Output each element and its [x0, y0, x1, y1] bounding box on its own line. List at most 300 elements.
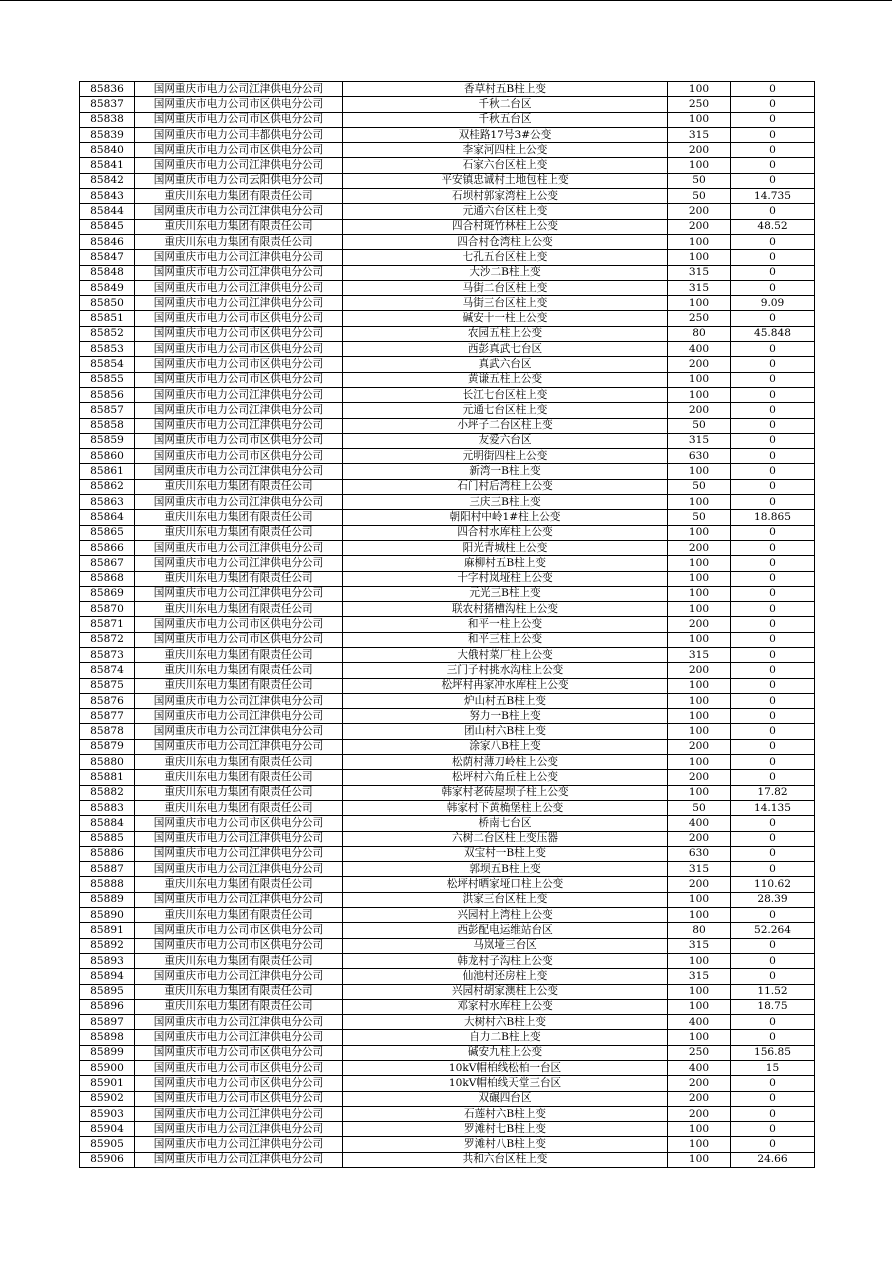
table-row	[80, 617, 815, 632]
cell-row-id: 85874	[80, 663, 135, 678]
cell-capacity: 100	[668, 82, 731, 97]
cell-company: 重庆川东电力集团有限责任公司	[135, 953, 343, 968]
cell-capacity: 50	[668, 800, 731, 815]
cell-company: 国网重庆市电力公司江津供电分公司	[135, 969, 343, 984]
cell-capacity: 100	[668, 984, 731, 999]
cell-capacity: 100	[668, 556, 731, 571]
cell-company: 国网重庆市电力公司江津供电分公司	[135, 846, 343, 861]
cell-row-id: 85858	[80, 418, 135, 433]
cell-station-name: 碱安十一柱上公变	[343, 311, 668, 326]
cell-station-name: 香草村五B柱上变	[343, 82, 668, 97]
cell-company: 国网重庆市电力公司江津供电分公司	[135, 265, 343, 280]
cell-company: 重庆川东电力集团有限责任公司	[135, 234, 343, 249]
table-row	[80, 831, 815, 846]
cell-row-id: 85860	[80, 449, 135, 464]
cell-station-name: 仙池村还房柱上变	[343, 969, 668, 984]
cell-row-id: 85881	[80, 770, 135, 785]
cell-row-id: 85877	[80, 709, 135, 724]
cell-row-id: 85876	[80, 693, 135, 708]
cell-value: 0	[731, 540, 815, 555]
cell-station-name: 马街二台区柱上变	[343, 280, 668, 295]
cell-company: 国网重庆市电力公司市区供电分公司	[135, 112, 343, 127]
table-row	[80, 800, 815, 815]
cell-company: 重庆川东电力集团有限责任公司	[135, 479, 343, 494]
cell-capacity: 400	[668, 342, 731, 357]
cell-row-id: 85838	[80, 112, 135, 127]
cell-company: 国网重庆市电力公司江津供电分公司	[135, 693, 343, 708]
cell-capacity: 200	[668, 540, 731, 555]
cell-value: 14.735	[731, 189, 815, 204]
cell-row-id: 85904	[80, 1122, 135, 1137]
cell-capacity: 315	[668, 280, 731, 295]
cell-station-name: 元光三B柱上变	[343, 586, 668, 601]
cell-row-id: 85840	[80, 143, 135, 158]
transformer-table	[79, 81, 815, 1168]
cell-capacity: 200	[668, 1076, 731, 1091]
cell-row-id: 85847	[80, 250, 135, 265]
page-top-rule	[0, 0, 892, 1]
cell-row-id: 85871	[80, 617, 135, 632]
cell-value: 0	[731, 1091, 815, 1106]
cell-value: 0	[731, 739, 815, 754]
cell-company: 国网重庆市电力公司市区供电分公司	[135, 97, 343, 112]
cell-company: 国网重庆市电力公司江津供电分公司	[135, 418, 343, 433]
cell-value: 0	[731, 862, 815, 877]
cell-company: 国网重庆市电力公司江津供电分公司	[135, 1152, 343, 1167]
cell-station-name: 和平一柱上公变	[343, 617, 668, 632]
cell-row-id: 85897	[80, 1015, 135, 1030]
cell-company: 国网重庆市电力公司江津供电分公司	[135, 1015, 343, 1030]
cell-value: 0	[731, 908, 815, 923]
cell-row-id: 85870	[80, 602, 135, 617]
cell-value: 0	[731, 663, 815, 678]
cell-value: 0	[731, 82, 815, 97]
cell-station-name: 七孔五台区柱上变	[343, 250, 668, 265]
table-row	[80, 908, 815, 923]
cell-company: 国网重庆市电力公司江津供电分公司	[135, 1122, 343, 1137]
cell-capacity: 50	[668, 418, 731, 433]
cell-station-name: 郭坝五B柱上变	[343, 862, 668, 877]
cell-station-name: 努力一B柱上变	[343, 709, 668, 724]
cell-row-id: 85896	[80, 999, 135, 1014]
table-row	[80, 219, 815, 234]
cell-company: 国网重庆市电力公司江津供电分公司	[135, 586, 343, 601]
cell-row-id: 85899	[80, 1045, 135, 1060]
cell-value: 0	[731, 1030, 815, 1045]
cell-capacity: 100	[668, 158, 731, 173]
cell-station-name: 邓家村水库柱上公变	[343, 999, 668, 1014]
cell-capacity: 100	[668, 586, 731, 601]
cell-station-name: 三庆三B柱上变	[343, 495, 668, 510]
cell-row-id: 85841	[80, 158, 135, 173]
cell-station-name: 罗滩村七B柱上变	[343, 1122, 668, 1137]
cell-capacity: 200	[668, 617, 731, 632]
cell-row-id: 85885	[80, 831, 135, 846]
cell-company: 重庆川东电力集团有限责任公司	[135, 984, 343, 999]
cell-capacity: 630	[668, 846, 731, 861]
cell-capacity: 100	[668, 755, 731, 770]
cell-station-name: 元通六台区柱上变	[343, 204, 668, 219]
table-row	[80, 755, 815, 770]
cell-capacity: 315	[668, 862, 731, 877]
cell-station-name: 石门村后湾柱上公变	[343, 479, 668, 494]
table-row	[80, 1106, 815, 1121]
cell-capacity: 630	[668, 449, 731, 464]
table-row	[80, 969, 815, 984]
cell-capacity: 50	[668, 479, 731, 494]
cell-station-name: 双桂路17号3#公变	[343, 127, 668, 142]
cell-station-name: 10kV帽柏线松柏一台区	[343, 1061, 668, 1076]
table-row	[80, 525, 815, 540]
cell-company: 国网重庆市电力公司江津供电分公司	[135, 250, 343, 265]
cell-capacity: 100	[668, 999, 731, 1014]
cell-station-name: 韩家村老砖屋坝子柱上公变	[343, 785, 668, 800]
cell-capacity: 80	[668, 923, 731, 938]
cell-value: 14.135	[731, 800, 815, 815]
table-row	[80, 326, 815, 341]
table-row	[80, 938, 815, 953]
cell-value: 0	[731, 831, 815, 846]
cell-capacity: 200	[668, 204, 731, 219]
cell-station-name: 麻柳村五B柱上变	[343, 556, 668, 571]
table-row	[80, 1045, 815, 1060]
cell-row-id: 85884	[80, 816, 135, 831]
cell-value: 0	[731, 372, 815, 387]
cell-row-id: 85866	[80, 540, 135, 555]
cell-company: 国网重庆市电力公司江津供电分公司	[135, 280, 343, 295]
cell-row-id: 85883	[80, 800, 135, 815]
cell-row-id: 85872	[80, 632, 135, 647]
cell-capacity: 100	[668, 1122, 731, 1137]
table-row	[80, 127, 815, 142]
cell-company: 国网重庆市电力公司市区供电分公司	[135, 143, 343, 158]
cell-station-name: 兴园村上湾柱上公变	[343, 908, 668, 923]
table-row	[80, 418, 815, 433]
cell-row-id: 85853	[80, 342, 135, 357]
table-row	[80, 97, 815, 112]
cell-station-name: 松坪村冉家冲水库柱上公变	[343, 678, 668, 693]
cell-station-name: 李家河四柱上公变	[343, 143, 668, 158]
cell-row-id: 85864	[80, 510, 135, 525]
table-row	[80, 1030, 815, 1045]
table-row	[80, 479, 815, 494]
table-row	[80, 739, 815, 754]
cell-station-name: 友爱六台区	[343, 433, 668, 448]
table-row	[80, 82, 815, 97]
cell-capacity: 100	[668, 785, 731, 800]
cell-company: 国网重庆市电力公司江津供电分公司	[135, 464, 343, 479]
cell-value: 0	[731, 846, 815, 861]
cell-value: 0	[731, 953, 815, 968]
cell-capacity: 400	[668, 1015, 731, 1030]
cell-value: 0	[731, 647, 815, 662]
table-row	[80, 342, 815, 357]
cell-row-id: 85846	[80, 234, 135, 249]
cell-company: 国网重庆市电力公司江津供电分公司	[135, 724, 343, 739]
table-row	[80, 449, 815, 464]
cell-value: 28.39	[731, 892, 815, 907]
cell-capacity: 100	[668, 250, 731, 265]
cell-station-name: 大树村六B柱上变	[343, 1015, 668, 1030]
cell-value: 52.264	[731, 923, 815, 938]
cell-station-name: 西彭配电运维站台区	[343, 923, 668, 938]
cell-value: 0	[731, 204, 815, 219]
cell-row-id: 85845	[80, 219, 135, 234]
cell-value: 0	[731, 127, 815, 142]
cell-station-name: 洪家三台区柱上变	[343, 892, 668, 907]
cell-capacity: 200	[668, 403, 731, 418]
cell-capacity: 100	[668, 709, 731, 724]
cell-capacity: 315	[668, 969, 731, 984]
cell-company: 国网重庆市电力公司江津供电分公司	[135, 387, 343, 402]
table-row	[80, 984, 815, 999]
cell-station-name: 双宝村一B柱上变	[343, 846, 668, 861]
table-row	[80, 158, 815, 173]
table-row	[80, 785, 815, 800]
cell-row-id: 85836	[80, 82, 135, 97]
cell-capacity: 100	[668, 632, 731, 647]
table-row	[80, 602, 815, 617]
cell-value: 0	[731, 770, 815, 785]
cell-capacity: 100	[668, 892, 731, 907]
cell-capacity: 50	[668, 173, 731, 188]
cell-station-name: 自力二B柱上变	[343, 1030, 668, 1045]
cell-capacity: 100	[668, 495, 731, 510]
cell-row-id: 85844	[80, 204, 135, 219]
cell-value: 0	[731, 755, 815, 770]
cell-station-name: 松荫村薄刀岭柱上公变	[343, 755, 668, 770]
cell-row-id: 85868	[80, 571, 135, 586]
cell-capacity: 200	[668, 143, 731, 158]
cell-company: 国网重庆市电力公司市区供电分公司	[135, 1061, 343, 1076]
table-row	[80, 709, 815, 724]
cell-row-id: 85903	[80, 1106, 135, 1121]
cell-company: 重庆川东电力集团有限责任公司	[135, 647, 343, 662]
cell-capacity: 250	[668, 311, 731, 326]
cell-station-name: 涂家八B柱上变	[343, 739, 668, 754]
cell-value: 0	[731, 586, 815, 601]
table-row	[80, 892, 815, 907]
cell-capacity: 400	[668, 816, 731, 831]
cell-capacity: 100	[668, 571, 731, 586]
cell-row-id: 85862	[80, 479, 135, 494]
cell-capacity: 200	[668, 877, 731, 892]
cell-station-name: 大俄村菜厂柱上公变	[343, 647, 668, 662]
cell-station-name: 四合村水库柱上公变	[343, 525, 668, 540]
cell-value: 0	[731, 464, 815, 479]
cell-capacity: 80	[668, 326, 731, 341]
cell-station-name: 十字村岚垭柱上公变	[343, 571, 668, 586]
cell-company: 国网重庆市电力公司市区供电分公司	[135, 816, 343, 831]
cell-company: 国网重庆市电力公司江津供电分公司	[135, 1030, 343, 1045]
table-row	[80, 1015, 815, 1030]
cell-value: 0	[731, 449, 815, 464]
cell-station-name: 朝阳村中岭1#柱上公变	[343, 510, 668, 525]
cell-capacity: 315	[668, 433, 731, 448]
cell-row-id: 85843	[80, 189, 135, 204]
cell-company: 重庆川东电力集团有限责任公司	[135, 755, 343, 770]
cell-value: 0	[731, 418, 815, 433]
cell-value: 0	[731, 969, 815, 984]
cell-station-name: 马岚垭三台区	[343, 938, 668, 953]
table-row	[80, 387, 815, 402]
table-row	[80, 234, 815, 249]
table-row	[80, 923, 815, 938]
cell-row-id: 85839	[80, 127, 135, 142]
table-row	[80, 556, 815, 571]
table-row	[80, 571, 815, 586]
cell-row-id: 85850	[80, 296, 135, 311]
cell-capacity: 100	[668, 234, 731, 249]
cell-company: 重庆川东电力集团有限责任公司	[135, 877, 343, 892]
cell-row-id: 85852	[80, 326, 135, 341]
cell-value: 0	[731, 938, 815, 953]
cell-row-id: 85859	[80, 433, 135, 448]
cell-row-id: 85879	[80, 739, 135, 754]
cell-capacity: 200	[668, 663, 731, 678]
cell-row-id: 85851	[80, 311, 135, 326]
table-row	[80, 1076, 815, 1091]
cell-value: 0	[731, 280, 815, 295]
cell-capacity: 50	[668, 510, 731, 525]
cell-capacity: 100	[668, 372, 731, 387]
cell-company: 重庆川东电力集团有限责任公司	[135, 908, 343, 923]
cell-value: 0	[731, 143, 815, 158]
cell-capacity: 100	[668, 724, 731, 739]
cell-row-id: 85865	[80, 525, 135, 540]
cell-company: 国网重庆市电力公司市区供电分公司	[135, 342, 343, 357]
table-row	[80, 1122, 815, 1137]
cell-station-name: 桥南七台区	[343, 816, 668, 831]
table-row	[80, 433, 815, 448]
cell-row-id: 85861	[80, 464, 135, 479]
cell-station-name: 双碾四台区	[343, 1091, 668, 1106]
cell-company: 国网重庆市电力公司江津供电分公司	[135, 158, 343, 173]
cell-capacity: 100	[668, 678, 731, 693]
cell-capacity: 100	[668, 908, 731, 923]
cell-station-name: 四合村仓湾柱上公变	[343, 234, 668, 249]
cell-row-id: 85849	[80, 280, 135, 295]
table-row	[80, 632, 815, 647]
table-row	[80, 540, 815, 555]
table-row	[80, 204, 815, 219]
cell-capacity: 100	[668, 602, 731, 617]
cell-value: 0	[731, 693, 815, 708]
cell-row-id: 85898	[80, 1030, 135, 1045]
cell-station-name: 大沙二B柱上变	[343, 265, 668, 280]
cell-station-name: 10kV帽柏线天堂三台区	[343, 1076, 668, 1091]
cell-row-id: 85842	[80, 173, 135, 188]
table-row	[80, 372, 815, 387]
cell-station-name: 罗滩村八B柱上变	[343, 1137, 668, 1152]
cell-value: 0	[731, 265, 815, 280]
cell-row-id: 85837	[80, 97, 135, 112]
cell-company: 国网重庆市电力公司市区供电分公司	[135, 311, 343, 326]
cell-company: 国网重庆市电力公司江津供电分公司	[135, 82, 343, 97]
cell-value: 0	[731, 571, 815, 586]
cell-capacity: 200	[668, 357, 731, 372]
cell-station-name: 西彭真武七台区	[343, 342, 668, 357]
cell-value: 0	[731, 1106, 815, 1121]
cell-value: 0	[731, 97, 815, 112]
table-row	[80, 999, 815, 1014]
table-row	[80, 586, 815, 601]
cell-value: 9.09	[731, 296, 815, 311]
cell-row-id: 85887	[80, 862, 135, 877]
table-row	[80, 1091, 815, 1106]
cell-row-id: 85875	[80, 678, 135, 693]
cell-value: 0	[731, 479, 815, 494]
cell-company: 国网重庆市电力公司江津供电分公司	[135, 296, 343, 311]
table-row	[80, 510, 815, 525]
cell-value: 45.848	[731, 326, 815, 341]
table-row	[80, 693, 815, 708]
cell-value: 18.865	[731, 510, 815, 525]
cell-company: 国网重庆市电力公司江津供电分公司	[135, 495, 343, 510]
cell-company: 国网重庆市电力公司江津供电分公司	[135, 831, 343, 846]
cell-station-name: 四合村斑竹林柱上公变	[343, 219, 668, 234]
cell-value: 0	[731, 632, 815, 647]
cell-value: 15	[731, 1061, 815, 1076]
cell-row-id: 85882	[80, 785, 135, 800]
cell-row-id: 85901	[80, 1076, 135, 1091]
cell-station-name: 联农村猪槽沟柱上公变	[343, 602, 668, 617]
cell-station-name: 黄谦五柱上公变	[343, 372, 668, 387]
cell-company: 国网重庆市电力公司江津供电分公司	[135, 709, 343, 724]
cell-company: 重庆川东电力集团有限责任公司	[135, 510, 343, 525]
cell-value: 0	[731, 387, 815, 402]
cell-capacity: 100	[668, 1137, 731, 1152]
cell-company: 国网重庆市电力公司丰都供电分公司	[135, 127, 343, 142]
cell-capacity: 100	[668, 296, 731, 311]
cell-company: 国网重庆市电力公司云阳供电分公司	[135, 173, 343, 188]
cell-row-id: 85905	[80, 1137, 135, 1152]
table-row	[80, 1152, 815, 1167]
cell-station-name: 三门子村挑水沟柱上公变	[343, 663, 668, 678]
cell-company: 国网重庆市电力公司市区供电分公司	[135, 632, 343, 647]
cell-row-id: 85863	[80, 495, 135, 510]
table-row	[80, 663, 815, 678]
cell-company: 重庆川东电力集团有限责任公司	[135, 219, 343, 234]
cell-station-name: 松坪村晒家垭口柱上公变	[343, 877, 668, 892]
cell-capacity: 250	[668, 1045, 731, 1060]
cell-row-id: 85867	[80, 556, 135, 571]
cell-capacity: 100	[668, 1152, 731, 1167]
cell-capacity: 200	[668, 770, 731, 785]
table-row	[80, 678, 815, 693]
cell-row-id: 85857	[80, 403, 135, 418]
cell-station-name: 阳光青城柱上公变	[343, 540, 668, 555]
cell-row-id: 85894	[80, 969, 135, 984]
cell-row-id: 85893	[80, 953, 135, 968]
cell-value: 0	[731, 173, 815, 188]
table-row	[80, 280, 815, 295]
cell-value: 0	[731, 403, 815, 418]
cell-company: 国网重庆市电力公司市区供电分公司	[135, 433, 343, 448]
cell-company: 重庆川东电力集团有限责任公司	[135, 663, 343, 678]
table-row	[80, 250, 815, 265]
cell-company: 国网重庆市电力公司市区供电分公司	[135, 938, 343, 953]
table-body	[80, 82, 815, 1168]
cell-value: 0	[731, 1076, 815, 1091]
cell-row-id: 85886	[80, 846, 135, 861]
cell-row-id: 85888	[80, 877, 135, 892]
cell-value: 17.82	[731, 785, 815, 800]
cell-company: 国网重庆市电力公司江津供电分公司	[135, 403, 343, 418]
table-row	[80, 1137, 815, 1152]
table-row	[80, 953, 815, 968]
cell-station-name: 松坪村六角丘柱上公变	[343, 770, 668, 785]
